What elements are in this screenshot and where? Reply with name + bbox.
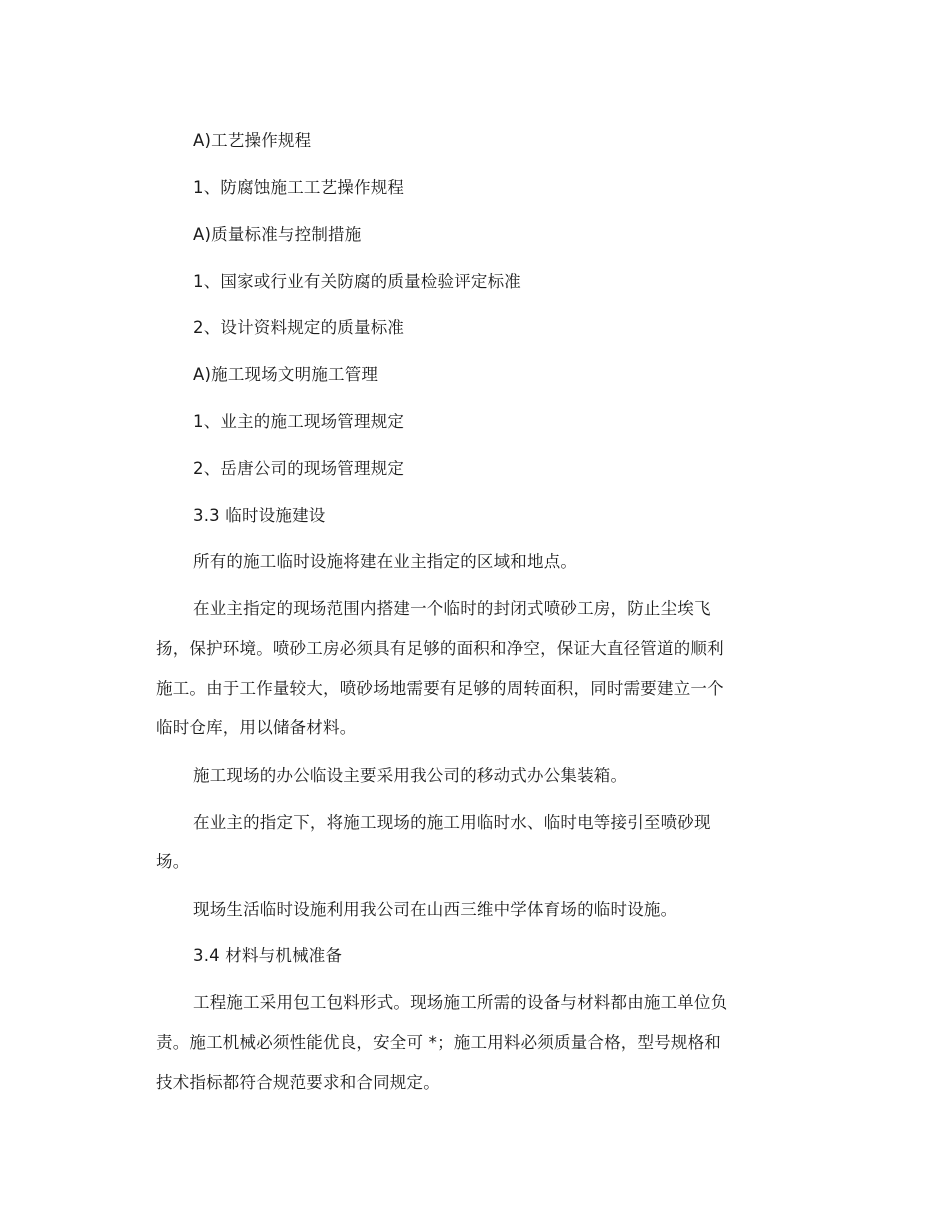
paragraph-line: 在业主的指定下，将施工现场的施工用临时水、临时电等接引至喷砂现 xyxy=(193,813,711,832)
item-design-standard: 2、设计资料规定的质量标准 xyxy=(193,318,405,337)
paragraph-line: 工程施工采用包工包料形式。现场施工所需的设备与材料都由施工单位负 xyxy=(193,993,728,1012)
paragraph-line: 所有的施工临时设施将建在业主指定的区域和地点。 xyxy=(193,552,578,571)
heading-quality-standards: A)质量标准与控制措施 xyxy=(193,225,362,244)
paragraph-line: 施工现场的办公临设主要采用我公司的移动式办公集装箱。 xyxy=(193,766,628,785)
paragraph-line: 场。 xyxy=(156,852,190,871)
item-owner-site-rules: 1、业主的施工现场管理规定 xyxy=(193,412,405,431)
section-heading-3-3: 3.3 临时设施建设 xyxy=(193,506,326,525)
item-national-standard: 1、国家或行业有关防腐的质量检验评定标准 xyxy=(193,272,521,291)
paragraph-line: 施工。由于工作量较大，喷砂场地需要有足够的周转面积，同时需要建立一个 xyxy=(156,679,724,698)
section-heading-3-4: 3.4 材料与机械准备 xyxy=(193,946,343,965)
paragraph-line: 扬，保护环境。喷砂工房必须具有足够的面积和净空，保证大直径管道的顺利 xyxy=(156,639,724,658)
paragraph-line: 责。施工机械必须性能优良，安全可 *；施工用料必须质量合格，型号规格和 xyxy=(156,1033,721,1052)
heading-process-procedures: A)工艺操作规程 xyxy=(193,131,312,150)
paragraph-line: 现场生活临时设施利用我公司在山西三维中学体育场的临时设施。 xyxy=(193,900,678,919)
heading-site-management: A)施工现场文明施工管理 xyxy=(193,365,379,384)
paragraph-line: 临时仓库，用以储备材料。 xyxy=(156,718,357,737)
paragraph-line: 在业主指定的现场范围内搭建一个临时的封闭式喷砂工房，防止尘埃飞 xyxy=(193,599,711,618)
item-anticorrosion-procedure: 1、防腐蚀施工工艺操作规程 xyxy=(193,178,405,197)
paragraph-line: 技术指标都符合规范要求和合同规定。 xyxy=(156,1073,440,1092)
item-company-site-rules: 2、岳唐公司的现场管理规定 xyxy=(193,459,405,478)
